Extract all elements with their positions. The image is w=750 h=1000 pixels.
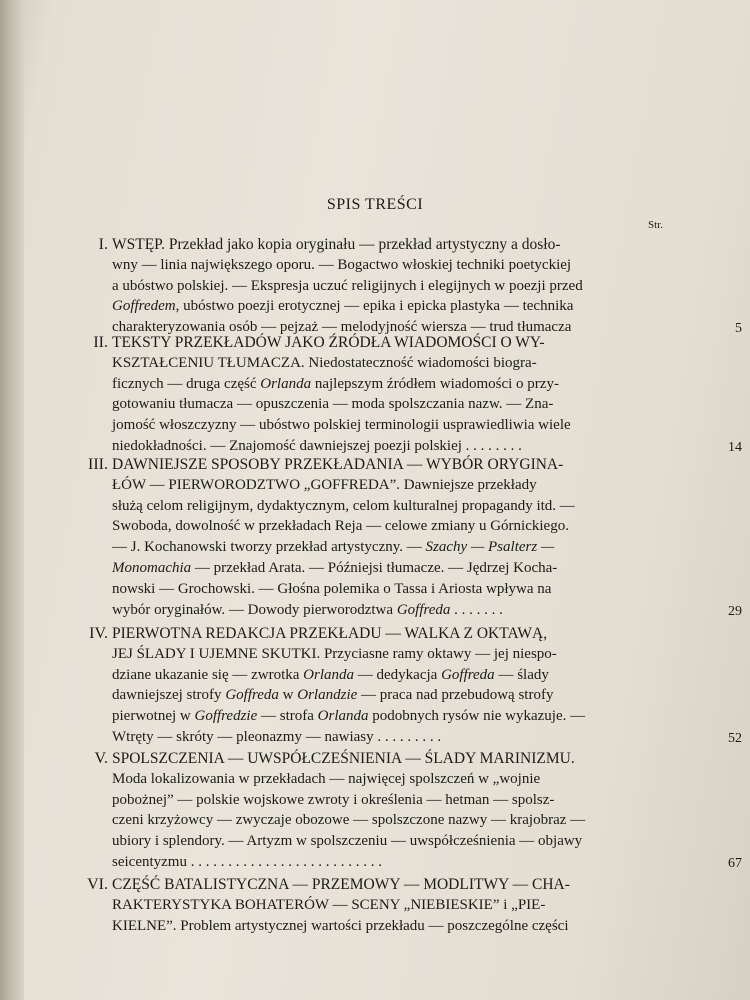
text-run: Wtręty — skróty — pleonazmy — nawiasy . . . . . . . . .	[112, 729, 442, 745]
text-run: w	[278, 687, 298, 704]
toc-entry-line	[112, 667, 549, 684]
toc-page-number: 29	[728, 603, 742, 619]
italic-title: Orlanda	[303, 666, 355, 683]
text-run: — J. Kochanowski tworzy przekład artystyczny. —	[112, 539, 426, 556]
toc-entry-line	[112, 376, 559, 393]
text-run: ficznych — druga część	[112, 375, 261, 392]
toc-entry-line	[112, 897, 545, 914]
text-run: PIERWOTNA REDAKCJA PRZEKŁADU — WALKA Z OKTAWĄ,	[112, 625, 548, 642]
italic-title: Goffreda	[396, 601, 451, 618]
toc-entry-number: III.	[88, 456, 108, 473]
toc-entry-line	[112, 708, 585, 725]
text-run: CZĘŚĆ BATALISTYCZNA — PRZEMOWY — MODLITWY — CHA-	[112, 876, 570, 893]
text-run: gotowaniu tłumacza — opuszczenia — moda spolszczania nazw. — Zna-	[112, 396, 554, 413]
toc-entry-number: IV.	[89, 625, 108, 642]
toc-entry-number: II.	[93, 334, 108, 351]
toc-entry-line	[112, 646, 557, 663]
text-run: pierwotnej w	[112, 708, 195, 725]
text-run: — ślady	[494, 666, 549, 683]
text-run: DAWNIEJSZE SPOSOBY PRZEKŁADANIA — WYBÓR ORYGINA-	[112, 456, 564, 473]
italic-title: Goffreda	[225, 687, 279, 704]
toc-entry-line	[112, 729, 441, 746]
text-run: KIELNE”. Problem artystycznej wartości przekładu — poszczególne części	[112, 917, 569, 934]
toc-entry-line	[112, 602, 503, 619]
toc-entry-line	[112, 477, 537, 494]
text-run: , ubóstwo poezji erotycznej — epika i epicka plastyka — technika	[175, 298, 574, 315]
toc-entry-line	[112, 918, 568, 935]
text-run: najlepszym źródłem wiadomości o przy-	[311, 375, 559, 392]
italic-title: Goffredem	[112, 298, 176, 315]
toc-entry-line	[112, 417, 571, 434]
page-column-label: Str.	[648, 219, 663, 231]
toc-entry-number: I.	[98, 236, 108, 253]
toc-entry-line	[112, 236, 561, 254]
page-gutter-shadow	[0, 0, 24, 1000]
text-run: wybór oryginałów. — Dowody pierworodztwa	[112, 601, 397, 618]
toc-entry-line	[112, 355, 537, 372]
italic-title: Monomachia	[112, 560, 192, 576]
text-run: RAKTERYSTYKA BOHATERÓW — SCENY „NIEBIESKIE” i „PIE-	[112, 896, 546, 913]
toc-page-number: 52	[728, 731, 742, 746]
italic-title: Goffreda	[441, 666, 495, 683]
text-run: jomość włoszczyzny — ubóstwo polskiej terminologii usprawiedliwia wiele	[112, 417, 571, 434]
toc-entry-line	[112, 539, 554, 556]
text-run: służą celom religijnym, dydaktycznym, celom kulturalnej propagandy itd. —	[112, 497, 575, 514]
toc-entry-line	[112, 257, 571, 274]
toc-entry-line	[112, 771, 540, 788]
italic-title: Orlanda	[260, 375, 312, 392]
toc-entry-line	[112, 560, 557, 577]
text-run: — praca nad przebudową strofy	[357, 687, 554, 704]
toc-page-number: 14	[728, 440, 742, 455]
text-run: Moda lokalizowania w przekładach — najwięcej spolszczeń w „wojnie	[112, 770, 541, 787]
text-run: nowski — Grochowski. — Głośna polemika o Tassa i Ariosta wpływa na	[112, 580, 552, 597]
text-run: niedokładności. — Znajomość dawniejszej poezji polskiej . . . . . . . .	[112, 438, 522, 454]
toc-entry-line	[112, 812, 585, 829]
toc-entry-line	[112, 498, 575, 515]
text-run: WSTĘP. Przekład jako kopia oryginału — przekład artystyczny a dosło-	[112, 236, 561, 253]
text-run: podobnych rysów nie wykazuje. —	[368, 708, 586, 725]
text-run: ubiory i splendory. — Artyzm w spolszczeniu — uwspółcześnienia — objawy	[112, 833, 583, 850]
toc-entry-line	[112, 625, 547, 643]
toc-entry-line	[112, 298, 573, 315]
toc-entry-number: VI.	[87, 876, 108, 893]
toc-page-number: 5	[735, 321, 742, 337]
toc-entry-line	[112, 518, 569, 535]
text-run: dziane ukazanie się — zwrotka	[112, 666, 304, 683]
toc-entry-line	[112, 396, 553, 413]
text-run: czeni krzyżowcy — zwyczaje obozowe — spolszczone nazwy — krajobraz —	[112, 812, 586, 829]
text-run: charakteryzowania osób — pejzaż — melodyjność wiersza — trud tłumacza	[112, 319, 572, 336]
italic-title: Szachy — Psalterz —	[425, 539, 555, 556]
text-run: — strofa	[257, 708, 318, 725]
toc-entry-line	[112, 581, 551, 598]
toc-entry-line	[112, 334, 545, 352]
text-run: a ubóstwo polskiej. — Ekspresja uczuć religijnych i elegijnych w poezji przed	[112, 277, 583, 294]
text-run: wny — linia największego oporu. — Bogactwo włoskiej techniki poetyckiej	[112, 256, 572, 273]
toc-entry-line	[112, 833, 582, 850]
text-run: Swoboda, dowolność w przekładach Reja — celowe zmiany u Górnickiego.	[112, 518, 569, 535]
italic-title: Orlanda	[317, 708, 369, 725]
toc-entry-line	[112, 438, 522, 455]
italic-title: Orlandzie	[297, 687, 358, 704]
toc-entry-line	[112, 456, 563, 474]
text-run: pobożnej” — polskie wojskowe zwroty i określenia — hetman — spolsz-	[112, 791, 555, 808]
toc-entry-line	[112, 854, 382, 871]
toc-entry-line	[112, 876, 570, 894]
text-run: KSZTAŁCENIU TŁUMACZA. Niedostateczność wiadomości biogra-	[112, 354, 537, 371]
text-run: JEJ ŚLADY I UJEMNE SKUTKI. Przyciasne ramy oktawy — jej niespo-	[112, 645, 557, 662]
text-run: — dedykacja	[354, 666, 442, 683]
toc-entry-line	[112, 750, 575, 768]
text-run: dawniejszej strofy	[112, 687, 226, 704]
text-run: . . . . . . .	[450, 601, 503, 618]
text-run: TEKSTY PRZEKŁADÓW JAKO ŹRÓDŁA WIADOMOŚCI O WY-	[112, 334, 545, 351]
text-run: SPOLSZCZENIA — UWSPÓŁCZEŚNIENIA — ŚLADY MARINIZMU.	[112, 750, 575, 767]
toc-entry-number: V.	[94, 750, 108, 767]
text-run: seicentyzmu . . . . . . . . . . . . . . . . . . . . . . . . . .	[112, 854, 382, 870]
toc-entry-line	[112, 792, 554, 809]
toc-entry-line	[112, 687, 553, 704]
text-run: ŁÓW — PIERWORODZTWO „GOFFREDA”. Dawniejsze przekłady	[112, 476, 537, 493]
italic-title: Goffredzie	[194, 708, 258, 725]
text-run: — przekład Arata. — Późniejsi tłumacze. — Jędrzej Kocha-	[191, 560, 558, 576]
page-title: SPIS TREŚCI	[326, 196, 424, 213]
toc-page-number: 67	[728, 856, 742, 871]
toc-entry-line	[112, 278, 583, 295]
